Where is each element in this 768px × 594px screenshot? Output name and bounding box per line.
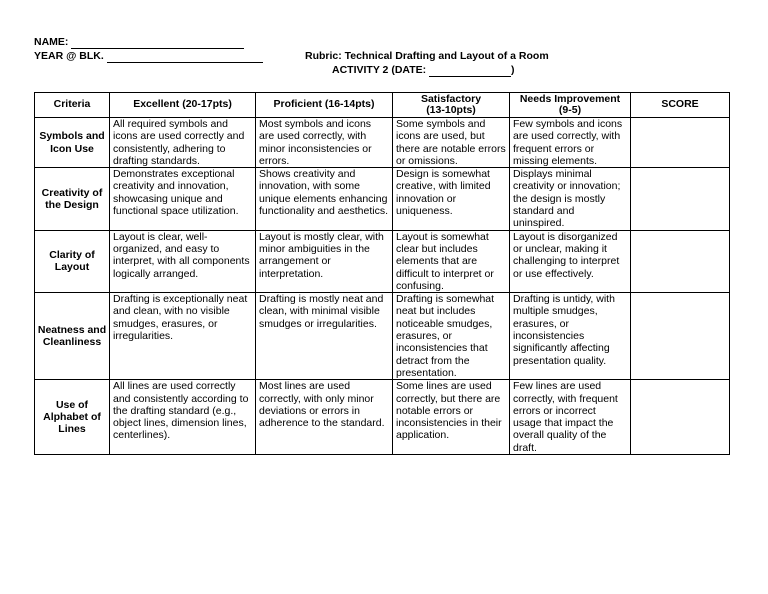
score-cell[interactable]	[631, 293, 730, 380]
activity-close: )	[511, 64, 515, 76]
table-row	[35, 230, 730, 292]
proficient-header: Proficient (16-14pts)	[256, 93, 393, 118]
needs-header-line1: Needs Improvement	[519, 92, 621, 105]
score-cell[interactable]	[631, 230, 730, 292]
name-blank-line[interactable]	[71, 39, 244, 49]
name-label: NAME:	[34, 36, 69, 48]
proficient-cell: Drafting is mostly neat and clean, with minimal visible smudges or irregularities.	[256, 293, 393, 380]
criteria-cell: Use of Alphabet of Lines	[35, 380, 110, 455]
needs-header-line2: (9-5)	[558, 104, 582, 116]
table-row	[35, 118, 730, 168]
excellent-cell: All required symbols and icons are used correctly and consistently, adhering to drafting standards.	[110, 118, 256, 168]
needs-improvement-header	[510, 93, 631, 118]
score-cell[interactable]	[631, 380, 730, 455]
needs-improvement-cell: Drafting is untidy, with multiple smudges, erasures, or inconsistencies significantly affecting presentation quality.	[510, 293, 631, 380]
needs-improvement-cell: Few lines are used correctly, with frequent errors or incorrect usage that impact the overall quality of the draft.	[510, 380, 631, 455]
score-header: SCORE	[631, 93, 730, 118]
name-field[interactable]	[34, 36, 244, 49]
proficient-cell: Layout is mostly clear, with minor ambiguities in the arrangement or interpretation.	[256, 230, 393, 292]
table-row	[35, 168, 730, 230]
excellent-header: Excellent (20-17pts)	[110, 93, 256, 118]
criteria-cell: Symbols and Icon Use	[35, 118, 110, 168]
proficient-cell: Most symbols and icons are used correctly, with minor inconsistencies or errors.	[256, 118, 393, 168]
satisfactory-header-line2: (13-10pts)	[426, 104, 476, 116]
excellent-cell: Layout is clear, well-organized, and easy to interpret, with all components logically arranged.	[110, 230, 256, 292]
rubric-table	[34, 92, 730, 455]
criteria-cell: Neatness and Cleanliness	[35, 293, 110, 380]
date-blank-line[interactable]	[429, 67, 511, 77]
excellent-cell: All lines are used correctly and consistently according to the drafting standard (e.g., object lines, dimension lines, centerlines).	[110, 380, 256, 455]
needs-improvement-cell: Few symbols and icons are used correctly, with frequent errors or missing elements.	[510, 118, 631, 168]
proficient-cell: Shows creativity and innovation, with some unique elements enhancing functionality and aesthetics.	[256, 168, 393, 230]
activity-date-field[interactable]	[332, 64, 515, 77]
criteria-cell: Clarity of Layout	[35, 230, 110, 292]
criteria-header: Criteria	[35, 93, 110, 118]
satisfactory-cell: Drafting is somewhat neat but includes noticeable smudges, erasures, or inconsistencies that detract from the presentation.	[393, 293, 510, 380]
activity-label: ACTIVITY 2 (DATE:	[332, 64, 427, 76]
year-blank-line[interactable]	[107, 53, 263, 63]
criteria-cell: Creativity of the Design	[35, 168, 110, 230]
satisfactory-header	[393, 93, 510, 118]
year-label: YEAR @ BLK.	[34, 50, 104, 62]
rubric-title: Rubric: Technical Drafting and Layout of a Room	[305, 50, 549, 62]
satisfactory-header-line1: Satisfactory	[420, 92, 482, 105]
satisfactory-cell: Some symbols and icons are used, but there are notable errors or omissions.	[393, 118, 510, 168]
needs-improvement-cell: Displays minimal creativity or innovation; the design is mostly standard and uninspired.	[510, 168, 631, 230]
needs-improvement-cell: Layout is disorganized or unclear, making it challenging to interpret or use effectively.	[510, 230, 631, 292]
year-block-field[interactable]	[34, 50, 263, 63]
satisfactory-cell: Some lines are used correctly, but there are notable errors or inconsistencies in their application.	[393, 380, 510, 455]
table-row	[35, 380, 730, 455]
excellent-cell: Drafting is exceptionally neat and clean, with no visible smudges, erasures, or irregularities.	[110, 293, 256, 380]
score-cell[interactable]	[631, 118, 730, 168]
header-row	[35, 93, 730, 118]
excellent-cell: Demonstrates exceptional creativity and innovation, showcasing unique and functional space utilization.	[110, 168, 256, 230]
satisfactory-cell: Layout is somewhat clear but includes elements that are difficult to interpret or confusing.	[393, 230, 510, 292]
score-cell[interactable]	[631, 168, 730, 230]
table-row	[35, 293, 730, 380]
satisfactory-cell: Design is somewhat creative, with limited innovation or uniqueness.	[393, 168, 510, 230]
proficient-cell: Most lines are used correctly, with only minor deviations or errors in adherence to the standard.	[256, 380, 393, 455]
